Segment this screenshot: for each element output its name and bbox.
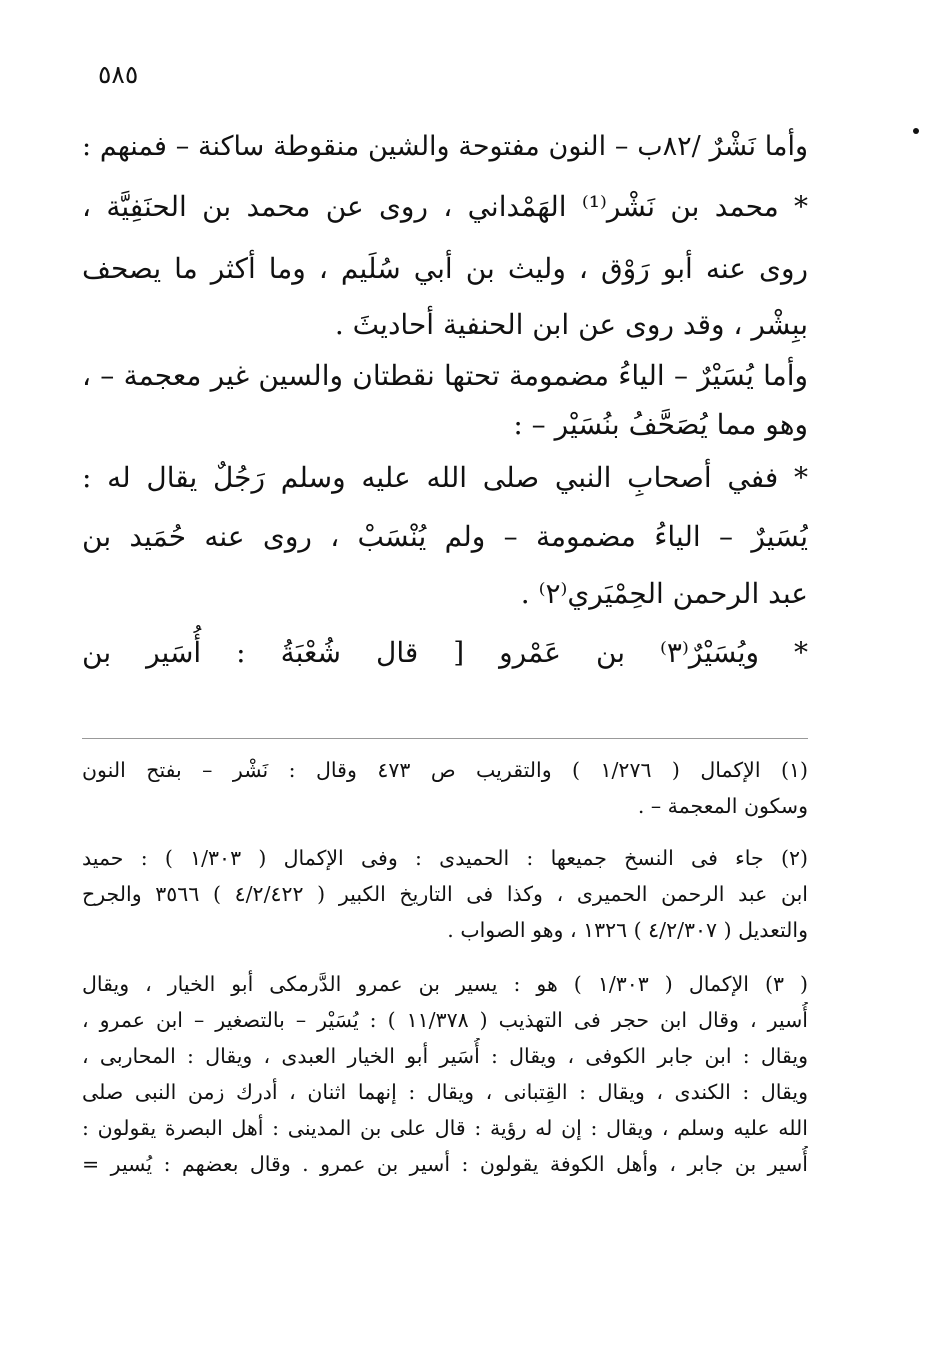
footnote-line: أُسير ، وقال ابن حجر فى التهذيب ( ١١/٣٧٨ ) : يُسَيْر – بالتصغير – ابن عمرو ، (82, 1008, 808, 1032)
footnote-3 (82, 966, 808, 1182)
footnote-line: ويقال : ابن جابر الكوفى ، ويقال : أُسَير أبو الخيار العبدى ، ويقال : المحاربى ، (82, 1044, 808, 1068)
footnote-line: ابن عبد الرحمن الحميرى ، وكذا فى التاريخ الكبير ( ٤/٢/٤٢٢ ) ٣٥٦٦ والجرح (82, 882, 808, 906)
main-line: وأما نَشْرٌ /٨٢ب – النون مفتوحة والشين منقوطة ساكنة – فمنهم : (82, 131, 808, 162)
main-line: ببِشْر ، وقد روى عن ابن الحنفية أحاديثَ . (334, 308, 808, 341)
footnote-line: (٢) جاء فى النسخ جميعها : الحميدى : وفى الإكمال ( ١/٣٠٣ ) : حميد (82, 846, 808, 870)
footnote-line: وسكون المعجمة – . (637, 794, 808, 818)
page-number: ٥٨٥ (98, 60, 139, 89)
main-line: * محمد بن نَشْر⁽¹⁾ الهَمْداني ، روى عن محمد بن الحنَفِيَّة ، (82, 190, 808, 223)
margin-dot (913, 128, 919, 134)
footnote-line: (١) الإكمال ( ١/٢٧٦ ) والتقريب ص ٤٧٣ وقال : نَشْر – بفتح النون (82, 758, 808, 782)
footnote-line: والتعديل ( ٤/٢/٣٠٧ ) ١٣٢٦ ، وهو الصواب . (447, 918, 808, 942)
main-line: وأما يُسَيْرٌ – الياءُ مضمومة تحتها نقطتان والسين غير معجمة – ، (82, 359, 808, 392)
footnote-1 (82, 752, 808, 824)
main-line: عبد الرحمن الحِمْيَري⁽٢⁾ . (520, 577, 808, 610)
main-text (82, 118, 808, 684)
footnote-2 (82, 840, 808, 948)
footnotes (82, 752, 808, 1182)
footnote-line: أُسير بن جابر ، وأهل الكوفة يقولون : أسير بن عمرو . وقال بعضهم : يُسير = (82, 1152, 808, 1176)
main-line: يُسَيرٌ – الياءُ مضمومة – ولم يُنْسَبْ ، روى عنه حُمَيد بن (82, 520, 808, 553)
main-line: وهو مما يُصَحَّفُ بنُسَيْر – : (513, 408, 808, 441)
footnote-line: ويقال : الكندى ، ويقال : القِتبانى ، ويقال : إنهما اثنان ، أدرك زمن النبى صلى (82, 1080, 808, 1104)
footnote-line: ( ٣) الإكمال ( ١/٣٠٣ ) هو : يسير بن عمرو الدَّرمكى أبو الخيار ، ويقال (82, 972, 808, 996)
main-line: * ويُسَيْرٌ⁽٣⁾ بن عَمْرو [ قال شُعْبَةُ : أُسَير بن (82, 636, 808, 669)
footnote-separator (82, 738, 808, 739)
main-line: روى عنه أبو رَوْق ، وليث بن أبي سُلَيم ، وما أكثر ما يصحف (82, 252, 808, 285)
footnote-line: الله عليه وسلم ، ويقال : إن له رؤية : قال على بن المدينى : أهل البصرة يقولون : (82, 1116, 808, 1140)
main-line: * ففي أصحابِ النبي صلى الله عليه وسلم رَجُلٌ يقال له : (82, 461, 808, 494)
